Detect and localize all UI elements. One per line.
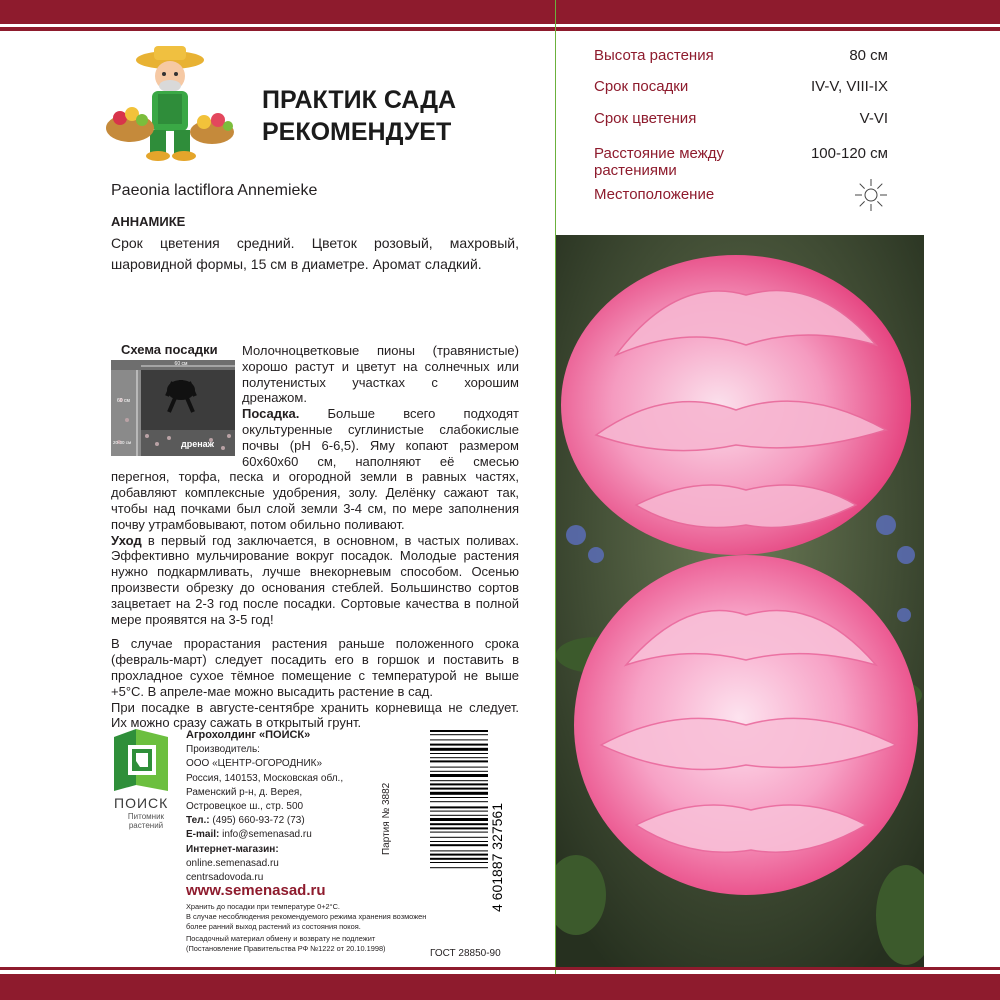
scheme-title: Схема посадки (121, 342, 218, 357)
bottom-band-line (0, 967, 1000, 970)
headline-line-2: РЕКОМЕНДУЕТ (262, 118, 452, 146)
headline (262, 84, 456, 148)
producer-name: ООО «ЦЕНТР-ОГОРОДНИК» (186, 758, 323, 770)
scheme-drain-label: дренаж (181, 439, 215, 449)
spec-height-value: 80 см (849, 47, 888, 64)
bottom-band (0, 974, 1000, 1000)
care-instructions (111, 343, 519, 731)
company-title: Агрохолдинг «ПОИСК» (186, 729, 311, 741)
care-autumn: При посадке в августе-сентябре хранить корневища не следует. Их можно сразу сажать в открытый грунт. (111, 699, 519, 731)
variety-name: АННАМИКЕ (111, 214, 186, 229)
peony-photo (556, 235, 924, 967)
gardener-mascot-icon (100, 46, 240, 166)
top-band (0, 0, 1000, 24)
producer-label: Производитель: (186, 744, 260, 756)
address-line-1: Россия, 140153, Московская обл., (186, 772, 344, 784)
spec-spacing-value: 100-120 см (810, 145, 888, 162)
address-line-3: Островецкое ш., стр. 500 (186, 801, 304, 813)
top-band-line (0, 27, 1000, 31)
batch-number: Партия № 3882 (381, 782, 392, 855)
plant-description: Срок цветения средний. Цветок розовый, махровый, шаровидной формы, 15 см в диаметре. Аромат сладкий. (111, 235, 519, 272)
scheme-drain-depth-label: 20-30 см (113, 440, 132, 445)
scheme-width-label: 60 см (174, 361, 188, 367)
spec-location-label: Местоположение (594, 186, 715, 203)
care-care: Уход в первый год заключается, в основном, в частых поливах. Эффективно мульчирование вокруг посадок. Молодые растения нужно подкармливать, лучше внекорневым способом. Осенью произвести обрезку до основания стеблей. Большинство сортов зацветает на 2-3 год после посадки. Сортовые качества в полной мере проявятся на 3-5 год! (111, 532, 519, 627)
care-planting: Посадка. Больше всего подходят окультуренные суглинистые слабокислые почвы (pH 6-6,5). Яму копают размером 60х60х60 см, наполняют её смесью перегноя, торфа, песка и огородной земли в равных частях, добавляют комплексные удобрения, золу. Делёнку сажают так, чтобы над почками был слой земли 3-4 см, по мере заполнения почву утрамбовывают, потом обильно поливают. (111, 406, 519, 532)
storage-note: Хранить до посадки при температуре 0+2°С. (186, 902, 340, 911)
scheme-depth-label: 60 см (117, 398, 130, 404)
sun-icon (854, 178, 888, 212)
spec-height-label: Высота растения (594, 47, 714, 64)
spec-bloom-label: Срок цветения (594, 110, 697, 127)
logo-name: ПОИСК (114, 795, 169, 811)
address-line-2: Раменский р-н, д. Верея, (186, 786, 303, 798)
spec-planting-label: Срок посадки (594, 78, 689, 95)
logo-subtitle: Питомник растений (127, 812, 165, 830)
barcode-icon (428, 726, 512, 914)
care-early-sprout: В случае прорастания растения раньше положенного срока (февраль-март) следует посадить его в горшок и поставить в прохладное сухое тёмное помещение с температурой не выше +5°С. В апреле-мае можно высадить растение в сад. (111, 636, 519, 699)
spec-planting-value: IV-V, VIII-IX (811, 78, 888, 95)
shop-label: Интернет-магазин: (186, 843, 279, 855)
latin-name: Paeonia lactiflora Annemieke (111, 182, 318, 199)
barcode-number: 4 601887 327561 (489, 803, 505, 912)
spec-bloom-value: V-VI (859, 110, 888, 127)
poisk-logo-icon (110, 727, 172, 793)
phone-line: Тел.: (495) 660-93-72 (73) (186, 815, 305, 827)
email-line: E-mail: info@semenasad.ru (186, 829, 312, 841)
website-link[interactable]: www.semenasad.ru (186, 882, 326, 899)
care-intro: Молочноцветковые пионы (травянистые) хорошо растут и цветут на солнечных или полутенистых участках с хорошим дренажом. (242, 343, 519, 406)
spec-spacing-label: Расстояние между растениями (594, 145, 724, 179)
warning-note: В случае несоблюдения рекомендуемого режима хранения возможен более ранний выход растений из состояния покоя. (186, 912, 427, 931)
storage-notes (186, 902, 436, 954)
headline-line-1: ПРАКТИК САДА (262, 86, 457, 114)
gost-label: ГОСТ 28850-90 (430, 948, 501, 959)
shop-link-1[interactable]: online.semenasad.ru (186, 857, 279, 869)
shop-link-2[interactable]: centrsadovoda.ru (186, 872, 264, 884)
return-note: Посадочный материал обмену и возврату не подлежит (Постановление Правительства РФ №1222 от 20.10.1998) (186, 934, 386, 953)
